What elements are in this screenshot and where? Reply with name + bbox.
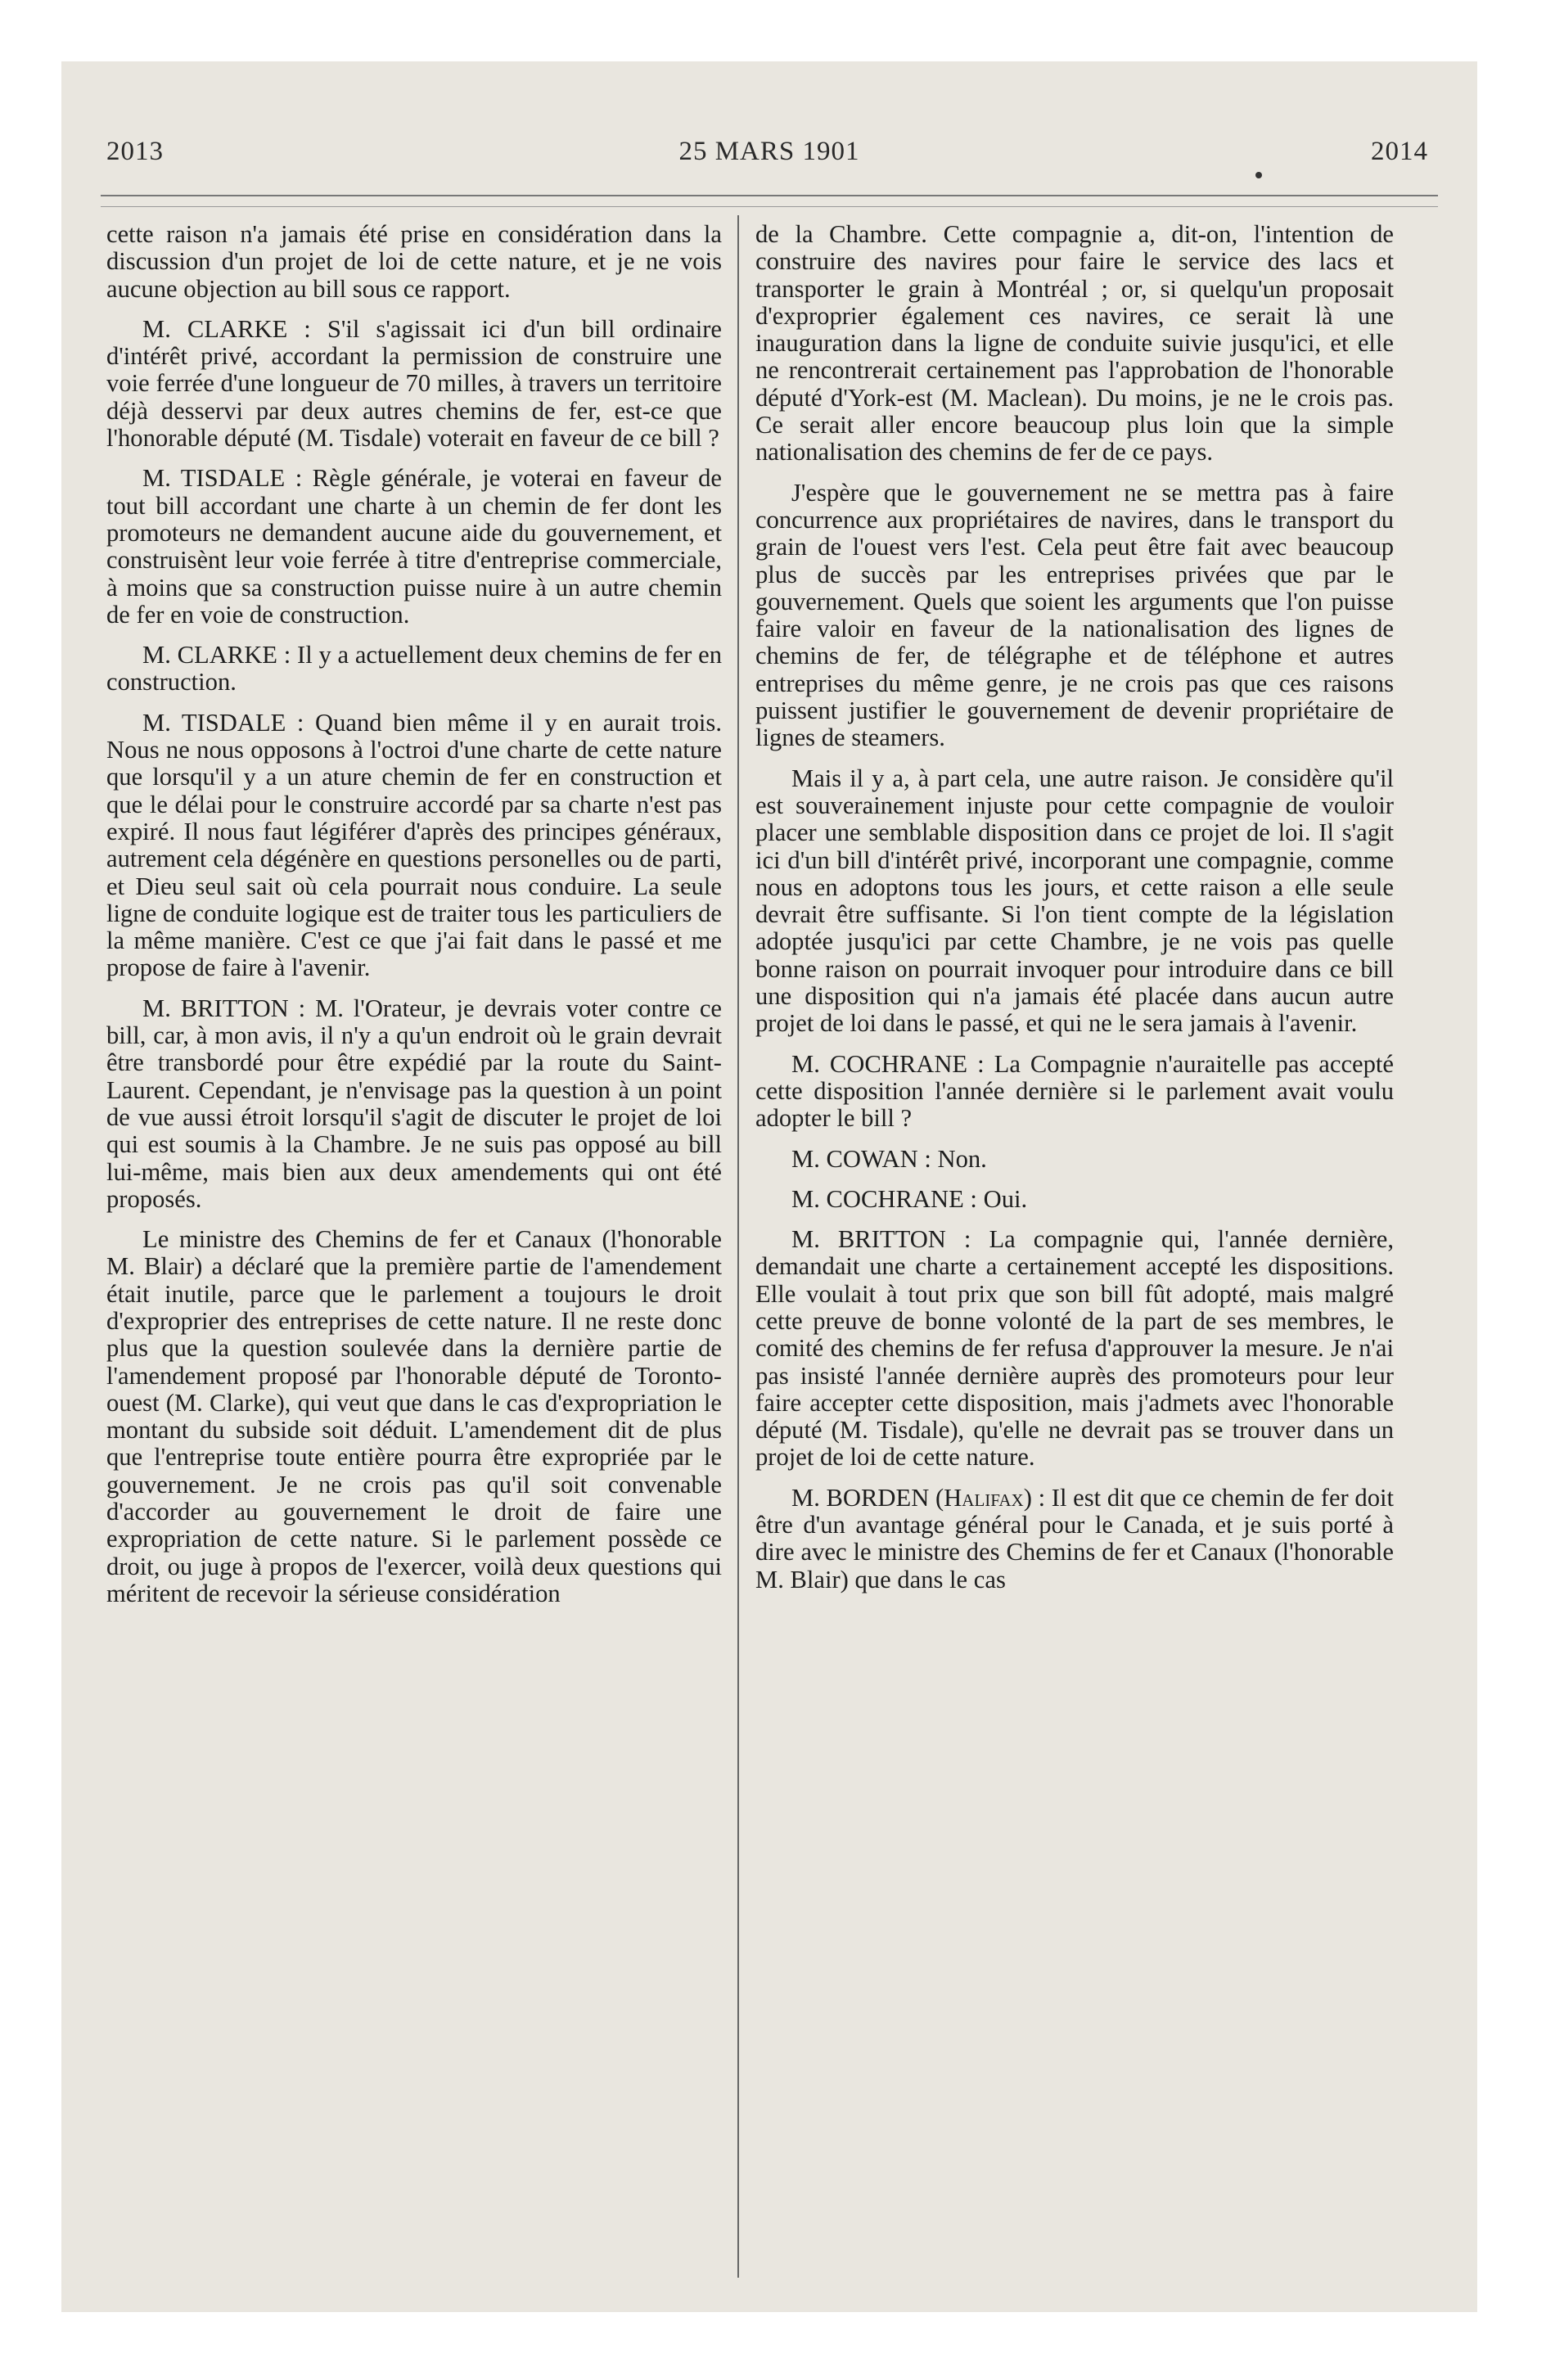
speaker-name: M. COCHRANE :: [791, 1049, 985, 1078]
paragraph: [106, 1226, 722, 1607]
paragraph-text: M. l'Orateur, je devrais voter contre ce bill, car, à mon avis, il n'y a qu'un endroit où le grain devrait être transbordé pour être expédié par la route du Saint-Laurent. Cependant, je n'envisage pas la question à un point de vue aussi étroit lorsqu'il s'agit de discuter le projet de loi qui est soumis à la Chambre. Je ne suis pas opposé au bill lui-même, mais bien aux deux amendements qui ont été proposés.: [106, 994, 723, 1213]
paragraph-text: Mais il y a, à part cela, une autre raison. Je considère qu'il est souverainement injuste pour cette compagnie de vouloir placer une semblable disposition dans ce projet de loi. Il s'agit ici d'un bill d'intérêt privé, incorporant une compagnie, comme nous en adoptons tous les jours, et cette raison a elle seule devrait être suffisante. Si l'on tient compte de la législation adoptée jusqu'ici par cette Chambre, je ne vois pas quelle bonne raison on pourrait invoquer pour introduire dans ce bill une disposition qui n'a jamais été placée dans aucun autre projet de loi dans le passé, et qui ne le sera jamais à l'avenir.: [755, 764, 1394, 1038]
paragraph: [106, 221, 722, 303]
paragraph: [755, 1226, 1394, 1472]
speaker-name: M. COWAN :: [791, 1144, 931, 1173]
speaker-name: M. TISDALE :: [142, 464, 303, 493]
paragraph: [755, 221, 1394, 467]
page-number-left: 2013: [106, 137, 164, 166]
paragraph: [755, 765, 1394, 1038]
speaker-name: M. COCHRANE :: [791, 1184, 977, 1213]
speaker-name: M. TISDALE :: [142, 708, 304, 737]
speaker-name: M. CLARKE :: [142, 314, 311, 343]
paragraph-text: Il est dit que ce chemin de fer doit être d'un avantage général pour le Canada, et je suis porté à dire avec le ministre des Chemins de fer et Canaux (l'honorable M. Blair) que dans le cas: [755, 1483, 1394, 1593]
right-column: [755, 221, 1394, 1607]
page-number-right: 2014: [1371, 137, 1428, 166]
page-header: [61, 137, 1477, 186]
ink-dot: [1255, 172, 1262, 178]
paragraph: [106, 642, 722, 696]
paragraph-text: Oui.: [983, 1184, 1028, 1213]
left-column: [106, 221, 722, 1620]
paragraph-text: La Compagnie n'auraitelle pas accepté cette disposition l'année dernière si le parlement avait voulu adopter le bill ?: [755, 1049, 1394, 1133]
speaker-name: M. CLARKE :: [142, 641, 291, 669]
speaker-name: M. BORDEN (Halifax) :: [791, 1483, 1046, 1512]
paragraph-text: de la Chambre. Cette compagnie a, dit-on, l'intention de construire des navires pour faire le service des lacs et transporter le grain à Montréal ; or, si quelqu'un proposait d'exproprier également ces navires, ce serait là une inauguration dans la ligne de conduite suivie jusqu'ici, et elle ne rencontrerait certainement pas l'approbation de l'honorable député d'York-est (M. Maclean). Du moins, je ne le crois pas. Ce serait aller encore beaucoup plus loin que la simple nationalisation des chemins de fer de ce pays.: [755, 220, 1394, 467]
paragraph-text: cette raison n'a jamais été prise en considération dans la discussion d'un projet de loi de cette nature, et je ne vois aucune objection au bill sous ce rapport.: [106, 220, 722, 303]
header-date: 25 MARS 1901: [678, 137, 860, 166]
header-rule-thin: [101, 206, 1438, 207]
paragraph-text: Le ministre des Chemins de fer et Canaux (l'honorable M. Blair) a déclaré que la première partie de l'amendement était inutile, parce que le parlement a toujours le droit d'exproprier des entreprises de cette nature. Il ne reste donc plus que la question soulevée dans la dernière partie de l'amendement proposé par l'honorable député de Toronto-ouest (M. Clarke), qui veut que dans le cas d'expropriation le montant du subside soit déduit. L'amendement dit de plus que l'entreprise toute entière pourra être expropriée par le gouvernement. Je ne crois pas qu'il soit convenable d'accorder au gouvernement le droit de faire une expropriation de cette nature. Si le parlement possède ce droit, ou juge à propos de l'exercer, voilà deux questions qui méritent de recevoir la sérieuse considération: [106, 1225, 722, 1607]
paragraph: [755, 480, 1394, 752]
speaker-name: M. BRITTON :: [142, 994, 306, 1022]
paragraph-text: Il y a actuellement deux chemins de fer en construction.: [106, 641, 722, 696]
scanned-page: [61, 61, 1477, 2312]
paragraph-text: S'il s'agissait ici d'un bill ordinaire d'intérêt privé, accordant la permission de construire une voie ferrée d'une longueur de 70 milles, à travers un territoire déjà desservi par deux autres chemins de fer, est-ce que l'honorable député (M. Tisdale) voterait en faveur de ce bill ?: [106, 314, 722, 453]
paragraph: [106, 465, 722, 629]
paragraph: [755, 1485, 1394, 1593]
paragraph: [755, 1051, 1394, 1133]
paragraph: [755, 1146, 1394, 1173]
speaker-name: M. BRITTON :: [791, 1225, 971, 1254]
paragraph-text: La compagnie qui, l'année dernière, demandait une charte a certainement accepté les dispositions. Elle voulait à tout prix que son bill fût adopté, mais malgré cette preuve de bonne volonté de la part de ses membres, le comité des chemins de fer refusa d'approuver la mesure. Je n'ai pas insisté l'année dernière auprès des promoteurs pour leur faire accepter cette disposition, mais j'admets avec l'honorable député (M. Tisdale), qu'elle ne devrait pas se trouver dans un projet de loi de cette nature.: [755, 1225, 1394, 1472]
paragraph-text: Non.: [937, 1144, 987, 1173]
header-rule: [101, 195, 1438, 196]
column-divider: [737, 215, 739, 2278]
paragraph: [106, 995, 722, 1213]
paragraph: [755, 1186, 1394, 1213]
paragraph-text: J'espère que le gouvernement ne se mettra pas à faire concurrence aux propriétaires de navires, dans le transport du grain de l'ouest vers l'est. Cela peut être fait avec beaucoup plus de succès par les entreprises privées que par le gouvernement. Quels que soient les arguments que l'on puisse faire valoir en faveur de la nationalisation des lignes de chemins de fer, de télégraphe et de téléphone et autres entreprises du même genre, je ne crois pas que ces raisons puissent justifier le gouvernement de devenir propriétaire de lignes de steamers.: [755, 478, 1394, 752]
paragraph: [106, 710, 722, 982]
paragraph-text: Règle générale, je voterai en faveur de tout bill accordant une charte à un chemin de fer dont les promoteurs ne demandent aucune aide du gouvernement, et construisènt leur voie ferrée à titre d'entreprise commerciale, à moins que sa construction puisse nuire à un autre chemin de fer en voie de construction.: [106, 464, 722, 629]
paragraph: [106, 316, 722, 452]
paragraph-text: Quand bien même il y en aurait trois. Nous ne nous opposons à l'octroi d'une charte de cette nature que lorsqu'il y a un ature chemin de fer en construction et que le délai pour le construire accordé par sa charte n'est pas expiré. Il nous faut légiférer d'après des principes généraux, autrement cela dégénère en questions personelles ou de parti, et Dieu seul sait où cela pourrait nous conduire. La seule ligne de conduite logique est de traiter tous les particuliers de la même manière. C'est ce que j'ai fait dans le passé et me propose de faire à l'avenir.: [106, 708, 722, 982]
